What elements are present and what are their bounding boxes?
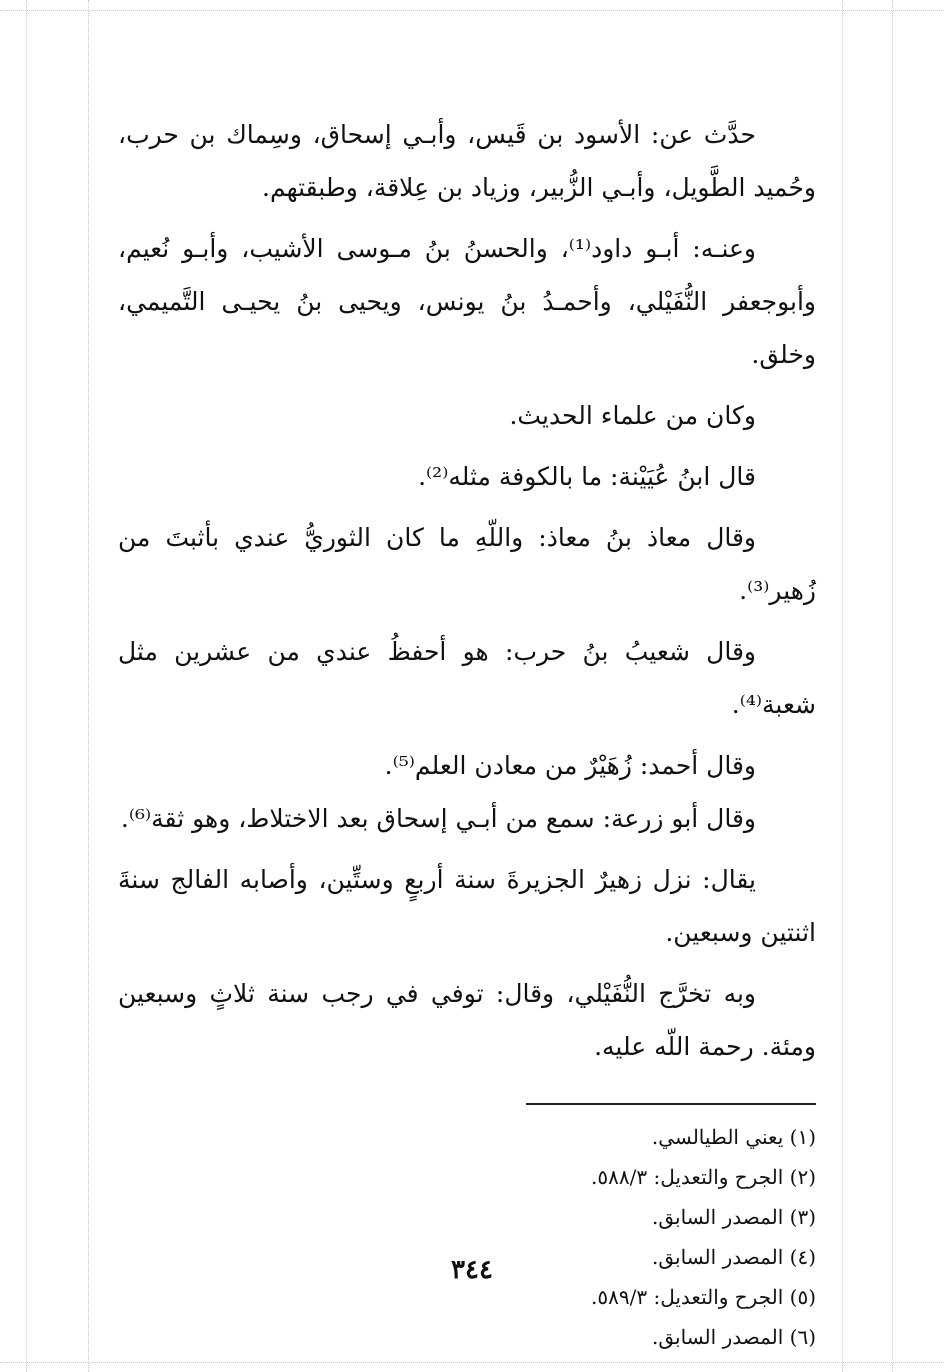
paragraph-ibn-uyayna: قال ابنُ عُيَيْنة: ما بالكوفة مثله⁽²⁾. (418, 462, 756, 491)
paragraph-death: وبه تخرَّج النُّفَيْلي، وقال: توفي في رجب سنة ثلاثٍ وسبعين ومئة. رحمة اللّه عليه. (118, 979, 816, 1061)
footnote-divider (526, 1103, 816, 1105)
footnote-6: (٦) المصدر السابق. (652, 1325, 816, 1349)
footnote-1: (١) يعني الطيالسي. (651, 1125, 816, 1149)
footnotes (118, 1117, 816, 1357)
page-number: ٣٤٤ (451, 1255, 493, 1285)
document-body (118, 108, 816, 1357)
footnote-2: (٢) الجرح والتعديل: ٥٨٨/٣. (591, 1165, 816, 1189)
footnote-5: (٥) الجرح والتعديل: ٥٨٩/٣. (591, 1285, 816, 1309)
paragraph-muadh: وقال معاذ بنُ معاذ: واللّهِ ما كان الثوريُّ عندي بأثبتَ من زُهير⁽³⁾. (118, 523, 816, 605)
paragraph-ahmad: وقال أحمد: زُهَيْرٌ من معادن العلم⁽⁵⁾. (384, 751, 756, 780)
paragraph-teachers: حدَّث عن: الأسود بن قَيس، وأبـي إسحاق، وسِماك بن حرب، وحُميد الطَّويل، وأبـي الزُّبير، وزياد بن عِلاقة، وطبقتهم. (118, 120, 816, 202)
paragraph-students: وعنـه: أبـو داود⁽¹⁾، والحسنُ بنُ مـوسى الأشيب، وأبـو نُعيم، وأبوجعفر النُّفَيْلي، وأحمـدُ بنُ يونس، ويحيى بنُ يحيـى التَّميمي، وخلق. (118, 234, 816, 369)
paragraph-shuayb: وقال شعيبُ بنُ حرب: هو أحفظُ عندي من عشرين مثل شعبة⁽⁴⁾. (118, 637, 816, 719)
footnote-4: (٤) المصدر السابق. (652, 1245, 816, 1269)
footnote-3: (٣) المصدر السابق. (652, 1205, 816, 1229)
paragraph-jazira: يقال: نزل زهيرٌ الجزيرةَ سنة أربعٍ وستِّين، وأصابه الفالج سنةَ اثنتين وسبعين. (118, 865, 816, 947)
paragraph-abu-zura: وقال أبو زرعة: سمع من أبـي إسحاق بعد الاختلاط، وهو ثقة⁽⁶⁾. (120, 804, 756, 833)
paragraph-scholar: وكان من علماء الحديث. (509, 401, 756, 430)
